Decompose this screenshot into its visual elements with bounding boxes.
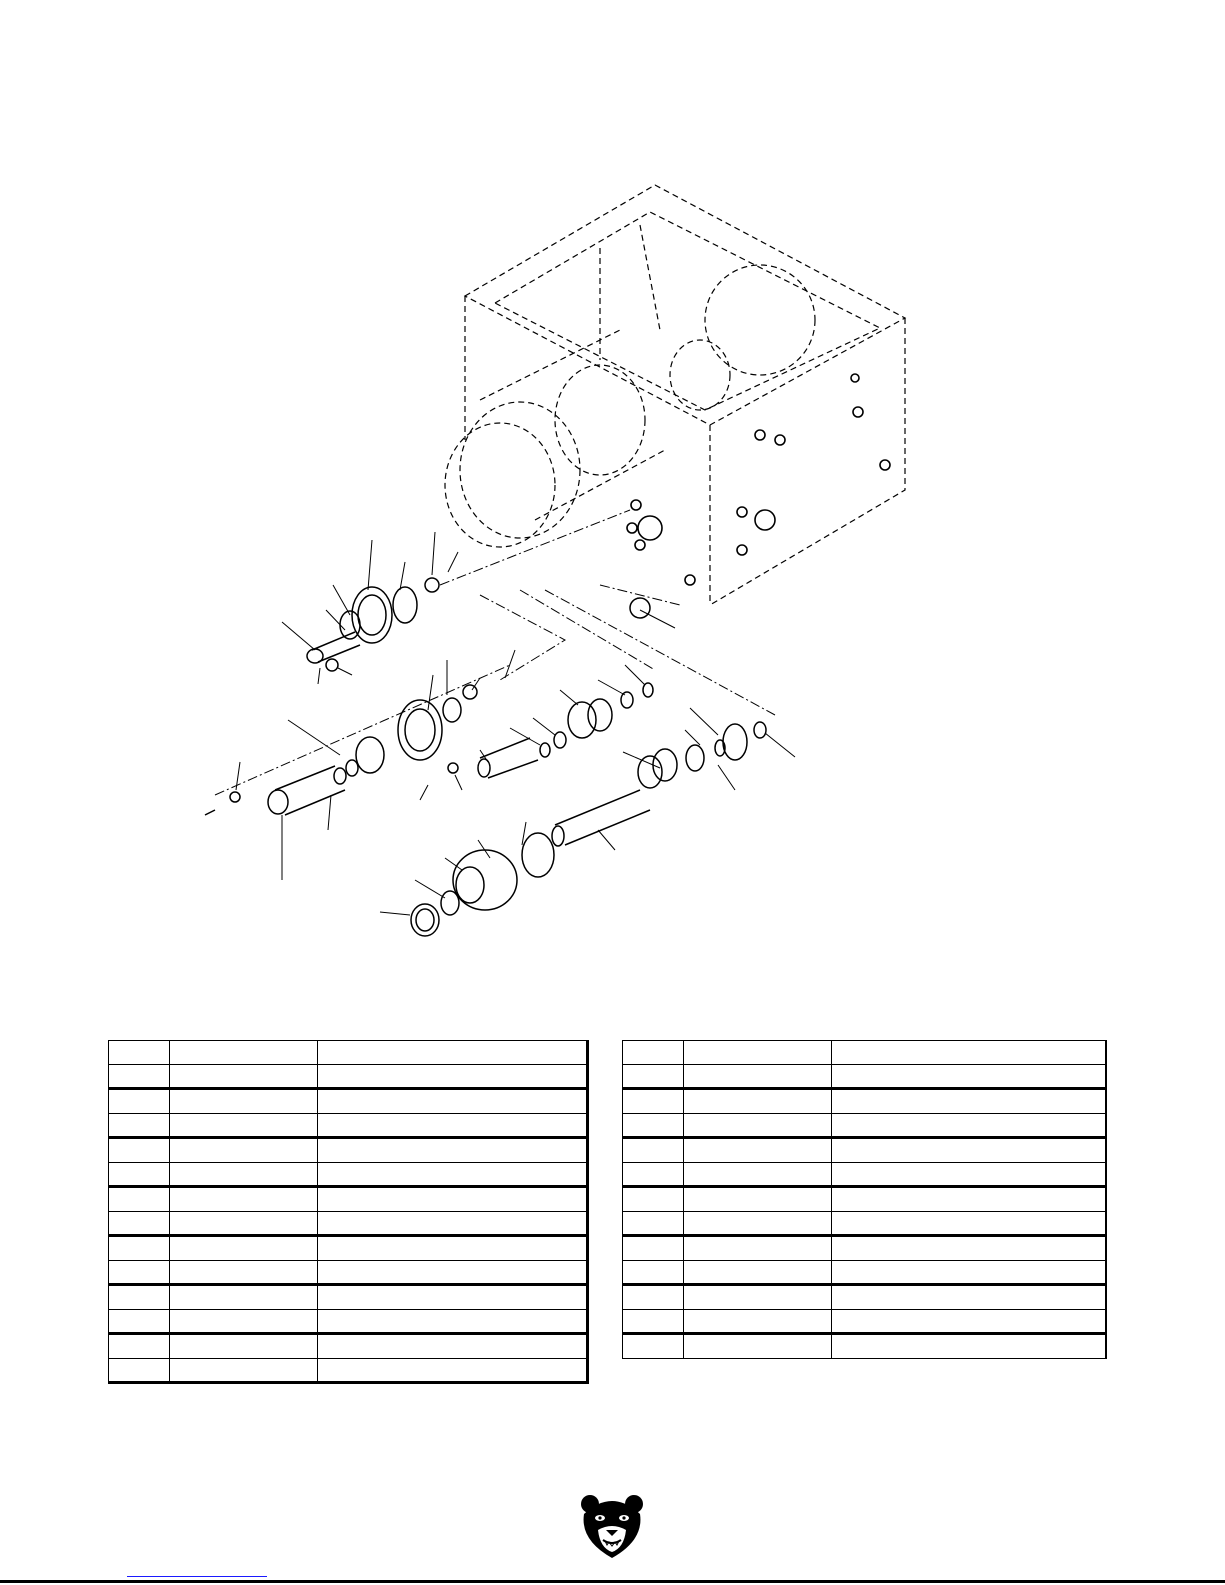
description-cell bbox=[318, 1334, 588, 1359]
description-cell bbox=[318, 1285, 588, 1310]
ref-cell bbox=[623, 1113, 684, 1138]
part-number-cell bbox=[684, 1334, 832, 1359]
part-number-cell bbox=[170, 1162, 318, 1187]
table-row bbox=[623, 1064, 1106, 1089]
description-cell bbox=[832, 1309, 1106, 1334]
table-row bbox=[109, 1064, 588, 1089]
part-number-cell bbox=[170, 1089, 318, 1114]
table-row bbox=[623, 1089, 1106, 1114]
description-cell bbox=[318, 1064, 588, 1089]
description-cell bbox=[318, 1089, 588, 1114]
footer-link-underline[interactable] bbox=[127, 1576, 267, 1577]
ref-cell bbox=[623, 1041, 684, 1065]
part-number-cell bbox=[684, 1260, 832, 1285]
description-cell bbox=[832, 1089, 1106, 1114]
table-row bbox=[109, 1113, 588, 1138]
ref-cell bbox=[623, 1138, 684, 1163]
ref-cell bbox=[623, 1309, 684, 1334]
part-number-cell bbox=[170, 1041, 318, 1065]
description-cell bbox=[318, 1041, 588, 1065]
ref-cell bbox=[623, 1064, 684, 1089]
table-row bbox=[623, 1211, 1106, 1236]
bear-head-logo bbox=[578, 1492, 646, 1560]
ref-cell bbox=[623, 1285, 684, 1310]
table-row bbox=[109, 1309, 588, 1334]
parts-list-table-left bbox=[108, 1040, 589, 1384]
description-cell bbox=[832, 1138, 1106, 1163]
description-cell bbox=[318, 1113, 588, 1138]
table-row bbox=[623, 1260, 1106, 1285]
ref-cell bbox=[623, 1162, 684, 1187]
description-cell bbox=[318, 1309, 588, 1334]
part-number-cell bbox=[170, 1113, 318, 1138]
table-row bbox=[109, 1041, 588, 1065]
description-cell bbox=[832, 1041, 1106, 1065]
ref-cell bbox=[109, 1236, 170, 1261]
part-number-cell bbox=[684, 1041, 832, 1065]
description-cell bbox=[832, 1187, 1106, 1212]
part-number-cell bbox=[684, 1236, 832, 1261]
table-row bbox=[109, 1358, 588, 1383]
table-row bbox=[623, 1041, 1106, 1065]
description-cell bbox=[318, 1211, 588, 1236]
description-cell bbox=[318, 1358, 588, 1383]
description-cell bbox=[832, 1334, 1106, 1359]
upper-shaft-assembly bbox=[307, 578, 439, 671]
table-row bbox=[109, 1211, 588, 1236]
footer-divider bbox=[0, 1580, 1225, 1583]
table-row bbox=[623, 1334, 1106, 1359]
table-row bbox=[109, 1260, 588, 1285]
part-number-cell bbox=[684, 1211, 832, 1236]
table-row bbox=[109, 1334, 588, 1359]
description-cell bbox=[832, 1064, 1106, 1089]
ref-cell bbox=[109, 1064, 170, 1089]
table-row bbox=[623, 1138, 1106, 1163]
ref-cell bbox=[623, 1260, 684, 1285]
ref-cell bbox=[109, 1113, 170, 1138]
part-number-cell bbox=[170, 1211, 318, 1236]
table-row bbox=[109, 1162, 588, 1187]
ref-cell bbox=[623, 1334, 684, 1359]
part-number-cell bbox=[170, 1309, 318, 1334]
ref-cell bbox=[109, 1162, 170, 1187]
ref-cell bbox=[623, 1089, 684, 1114]
housing-solid-edges bbox=[627, 374, 890, 585]
description-cell bbox=[318, 1187, 588, 1212]
description-cell bbox=[832, 1260, 1106, 1285]
table-row bbox=[109, 1138, 588, 1163]
ref-cell bbox=[623, 1187, 684, 1212]
description-cell bbox=[318, 1138, 588, 1163]
ref-cell bbox=[623, 1236, 684, 1261]
table-row bbox=[623, 1187, 1106, 1212]
part-number-cell bbox=[170, 1334, 318, 1359]
part-number-cell bbox=[684, 1064, 832, 1089]
table-row bbox=[109, 1187, 588, 1212]
part-number-cell bbox=[684, 1162, 832, 1187]
part-number-cell bbox=[170, 1358, 318, 1383]
part-number-cell bbox=[170, 1260, 318, 1285]
table-row bbox=[623, 1236, 1106, 1261]
callout-leader-lines bbox=[236, 532, 795, 915]
description-cell bbox=[832, 1113, 1106, 1138]
ref-cell bbox=[109, 1089, 170, 1114]
table-row bbox=[623, 1113, 1106, 1138]
part-number-cell bbox=[170, 1236, 318, 1261]
ref-cell bbox=[109, 1187, 170, 1212]
part-number-cell bbox=[170, 1138, 318, 1163]
description-cell bbox=[832, 1211, 1106, 1236]
part-number-cell bbox=[170, 1064, 318, 1089]
part-number-cell bbox=[684, 1187, 832, 1212]
gearbox-housing bbox=[445, 185, 905, 605]
table-row bbox=[623, 1162, 1106, 1187]
description-cell bbox=[318, 1236, 588, 1261]
ref-cell bbox=[109, 1041, 170, 1065]
ref-cell bbox=[109, 1309, 170, 1334]
description-cell bbox=[832, 1285, 1106, 1310]
table-row bbox=[109, 1285, 588, 1310]
part-number-cell bbox=[170, 1285, 318, 1310]
table-row bbox=[109, 1089, 588, 1114]
ref-cell bbox=[109, 1285, 170, 1310]
description-cell bbox=[318, 1162, 588, 1187]
parts-list-table-right bbox=[622, 1040, 1107, 1359]
lower-shaft-assembly bbox=[411, 598, 766, 936]
table-row bbox=[623, 1309, 1106, 1334]
ref-cell bbox=[109, 1138, 170, 1163]
table-row bbox=[109, 1236, 588, 1261]
description-cell bbox=[832, 1236, 1106, 1261]
part-number-cell bbox=[684, 1285, 832, 1310]
part-number-cell bbox=[684, 1113, 832, 1138]
ref-cell bbox=[109, 1358, 170, 1383]
table-row bbox=[623, 1285, 1106, 1310]
ref-cell bbox=[623, 1211, 684, 1236]
ref-cell bbox=[109, 1334, 170, 1359]
description-cell bbox=[318, 1260, 588, 1285]
part-number-cell bbox=[684, 1309, 832, 1334]
description-cell bbox=[832, 1162, 1106, 1187]
part-number-cell bbox=[684, 1089, 832, 1114]
part-number-cell bbox=[684, 1138, 832, 1163]
ref-cell bbox=[109, 1211, 170, 1236]
ref-cell bbox=[109, 1260, 170, 1285]
part-number-cell bbox=[170, 1187, 318, 1212]
